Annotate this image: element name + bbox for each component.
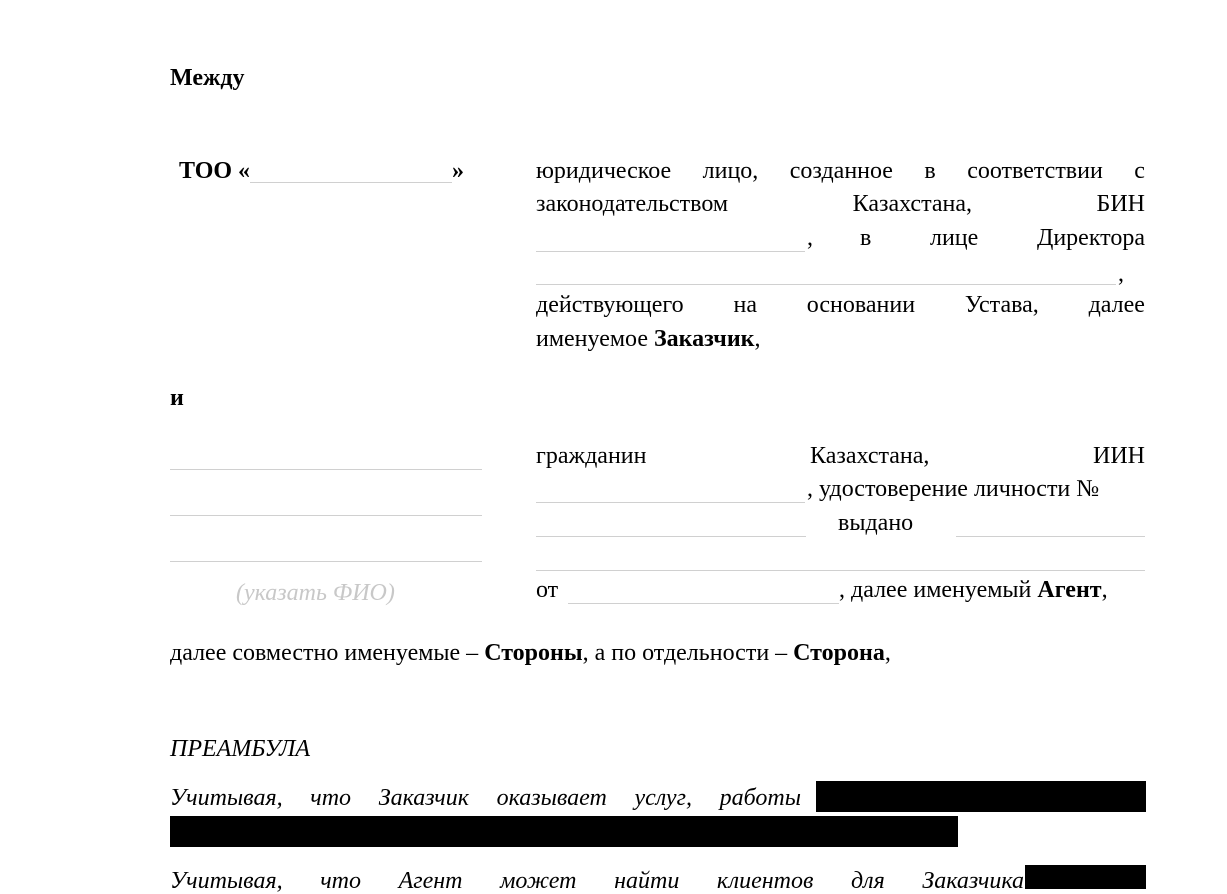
party1-name-prefix: ТОО « xyxy=(179,158,251,184)
word: Директора xyxy=(1036,225,1145,251)
preamble-p2-line1 xyxy=(170,869,1024,893)
redaction-block-3 xyxy=(1025,865,1146,889)
word: Учитывая, xyxy=(170,868,283,894)
from-label: от xyxy=(536,577,559,603)
party1-name-blank[interactable] xyxy=(250,158,452,183)
text: , xyxy=(1101,577,1108,603)
word: клиентов xyxy=(716,868,814,894)
word: работы xyxy=(719,785,801,811)
text: , xyxy=(884,640,891,666)
word: в xyxy=(924,158,936,184)
id-number-blank[interactable] xyxy=(536,536,806,537)
word: в xyxy=(860,225,872,251)
party1-desc-line5 xyxy=(536,293,1145,317)
parties-term: Стороны xyxy=(484,640,583,666)
party-term: Сторона xyxy=(793,640,885,666)
party2-desc-line5 xyxy=(839,578,1108,602)
jointly-line xyxy=(170,641,891,665)
party1-name-suffix: » xyxy=(452,158,465,184)
text: , далее именуемый xyxy=(839,577,1038,603)
issued-label: выдано xyxy=(838,510,914,536)
issued-by-blank-2[interactable] xyxy=(536,570,1145,571)
party1-comma: , xyxy=(807,225,813,251)
word: на xyxy=(733,292,757,318)
word: что xyxy=(320,868,361,894)
word: Казахстана, xyxy=(852,191,972,217)
text: далее совместно именуемые – xyxy=(170,640,485,666)
bin-blank[interactable] xyxy=(536,251,805,252)
party1-desc-line1 xyxy=(536,159,1145,183)
iin-blank[interactable] xyxy=(536,502,805,503)
party1-desc-line2 xyxy=(536,192,1145,216)
word: лице xyxy=(929,225,979,251)
word: Заказчика xyxy=(922,868,1024,894)
word: Агент xyxy=(398,868,463,894)
word: ИИН xyxy=(1092,443,1145,469)
word: для xyxy=(851,868,885,894)
word: оказывает xyxy=(496,785,607,811)
word: лицо, xyxy=(702,158,759,184)
word: основании xyxy=(806,292,916,318)
party1-name xyxy=(179,158,464,183)
party1-comma-2: , xyxy=(1118,261,1124,287)
issued-by-blank-1[interactable] xyxy=(956,536,1145,537)
word: что xyxy=(310,785,352,811)
redaction-block-2 xyxy=(170,816,958,847)
word: Учитывая, xyxy=(170,785,283,811)
word: с xyxy=(1134,158,1145,184)
director-blank[interactable] xyxy=(536,284,1116,285)
party1-desc-line6 xyxy=(536,327,761,351)
word: действующего xyxy=(536,292,684,318)
preamble-p1-line1 xyxy=(170,786,801,810)
agent-name-hint: (указать ФИО) xyxy=(236,580,395,606)
party1-desc-line3 xyxy=(860,226,1145,250)
issue-date-blank[interactable] xyxy=(568,603,839,604)
word: созданное xyxy=(789,158,893,184)
word: соответствии xyxy=(967,158,1103,184)
word: найти xyxy=(614,868,680,894)
word: гражданин xyxy=(536,443,647,469)
customer-term: Заказчик xyxy=(654,326,755,352)
text: , xyxy=(754,326,761,352)
word: Казахстана, xyxy=(810,443,930,469)
word: юридическое xyxy=(536,158,672,184)
heading-between: Между xyxy=(170,65,245,91)
word: может xyxy=(500,868,577,894)
agent-name-blank-1[interactable] xyxy=(170,469,482,470)
preamble-title: ПРЕАМБУЛА xyxy=(170,736,311,762)
word: услуг, xyxy=(634,785,692,811)
agent-name-blank-2[interactable] xyxy=(170,515,482,516)
text: , а по отдельности – xyxy=(582,640,794,666)
word: Заказчик xyxy=(378,785,469,811)
word: законодательством xyxy=(536,191,729,217)
agent-name-blank-3[interactable] xyxy=(170,561,482,562)
word: далее xyxy=(1088,292,1145,318)
party2-desc-line1 xyxy=(536,444,1145,468)
agent-term: Агент xyxy=(1037,577,1102,603)
party2-desc-line2: , удостоверение личности № xyxy=(807,476,1100,502)
text: именуемое xyxy=(536,326,654,352)
word: Устава, xyxy=(964,292,1039,318)
heading-and: и xyxy=(170,385,184,411)
redaction-block-1 xyxy=(816,781,1146,812)
word: БИН xyxy=(1096,191,1145,217)
